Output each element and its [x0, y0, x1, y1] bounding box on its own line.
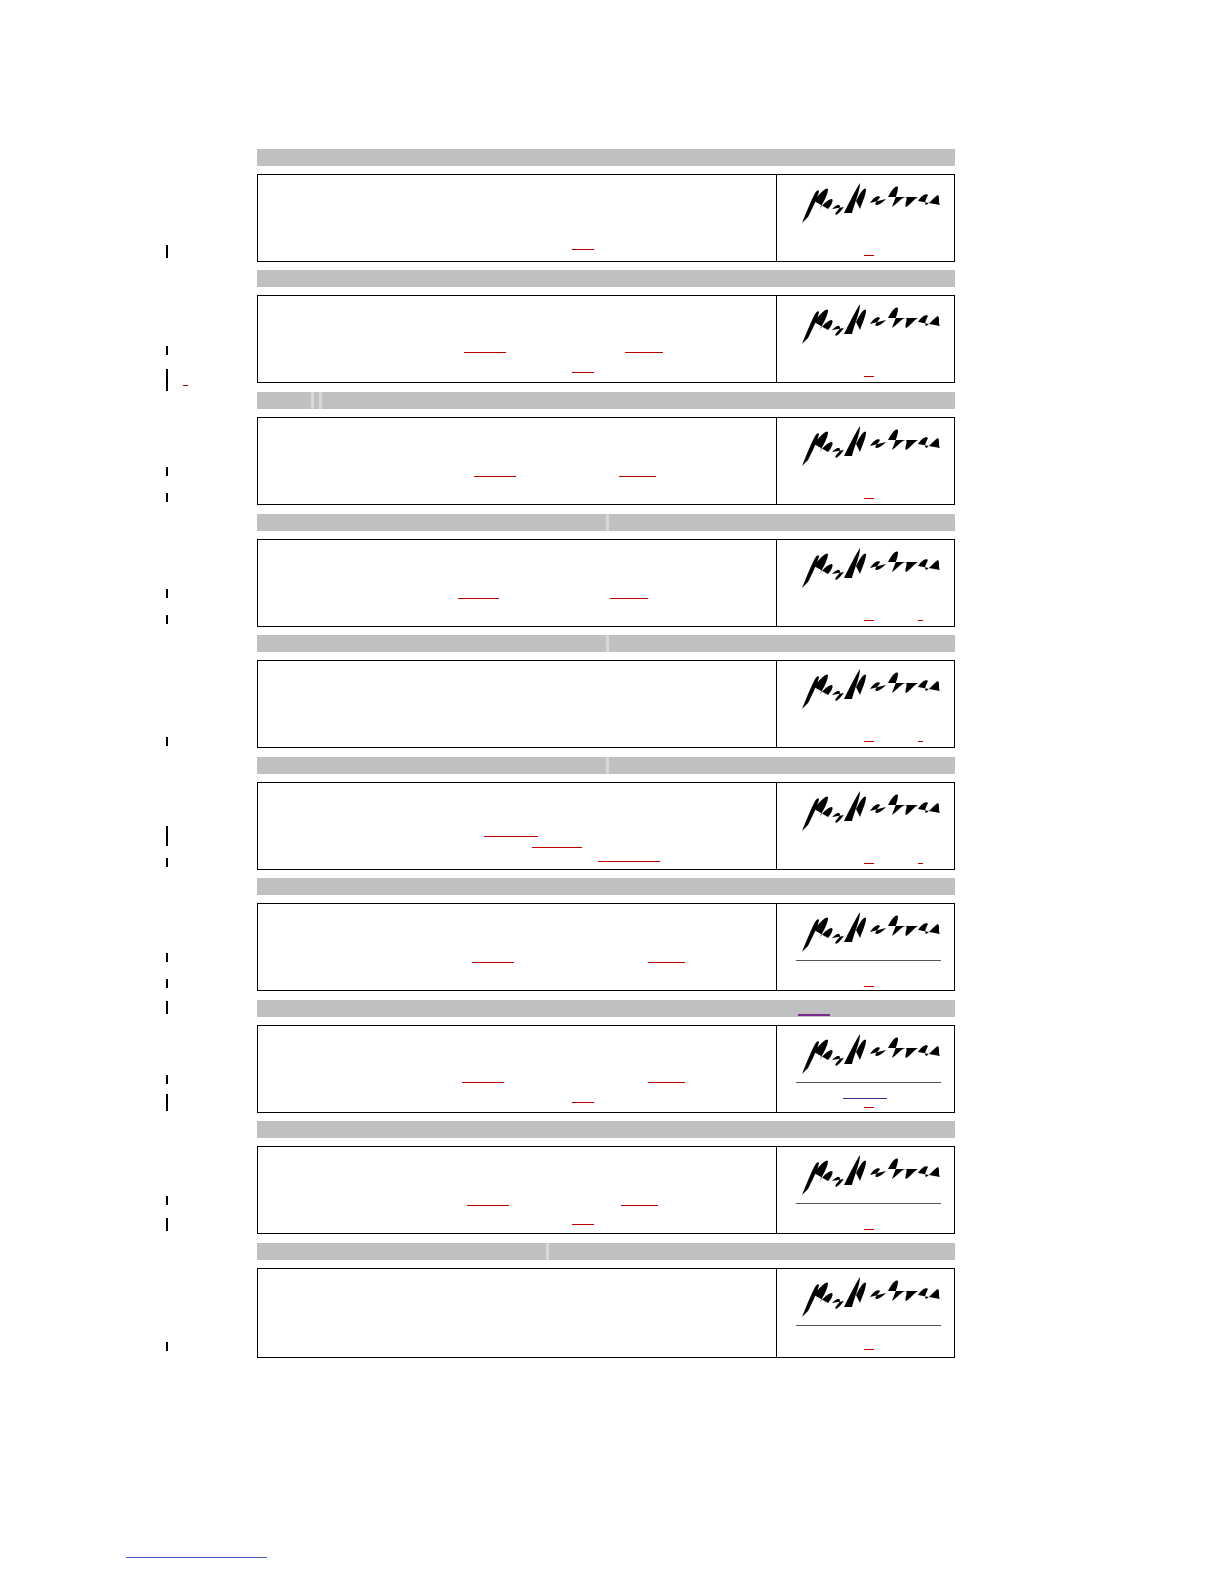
signature-icon	[794, 1273, 946, 1321]
section-card	[257, 1025, 955, 1113]
margin-mark	[166, 1094, 168, 1111]
margin-mark	[166, 245, 168, 258]
red-mark	[625, 352, 663, 353]
red-mark	[621, 1205, 658, 1206]
red-mark	[472, 962, 514, 963]
section-header-band	[257, 149, 955, 166]
red-mark	[864, 863, 874, 864]
signature-line	[796, 960, 941, 961]
section-card	[257, 782, 955, 870]
signature-icon	[794, 1030, 946, 1078]
margin-mark	[166, 1001, 168, 1014]
form-section-10	[257, 1243, 955, 1361]
red-mark	[572, 249, 594, 250]
red-mark	[598, 861, 660, 862]
margin-mark	[166, 953, 168, 962]
section-card	[257, 903, 955, 991]
band-notch	[546, 1243, 549, 1260]
signature-line	[796, 1203, 941, 1204]
section-header-band	[257, 392, 955, 409]
red-mark	[864, 376, 874, 377]
form-section-1	[257, 149, 955, 267]
form-section-8	[257, 1000, 955, 1118]
margin-mark	[166, 1342, 168, 1351]
signature-icon	[794, 544, 946, 592]
red-mark	[918, 863, 923, 864]
red-mark	[864, 741, 874, 742]
signature-icon	[794, 787, 946, 835]
column-divider	[776, 175, 777, 261]
section-header-band	[257, 1243, 955, 1260]
red-mark	[918, 620, 923, 621]
section-card	[257, 295, 955, 383]
column-divider	[776, 1026, 777, 1112]
form-section-6	[257, 757, 955, 875]
margin-mark	[166, 615, 168, 624]
section-header-band	[257, 878, 955, 895]
red-mark	[648, 1082, 685, 1083]
red-mark	[462, 1082, 504, 1083]
red-mark	[864, 498, 874, 499]
form-section-5	[257, 635, 955, 753]
margin-mark	[166, 979, 168, 988]
section-header-band	[257, 1000, 955, 1017]
band-notch	[606, 635, 609, 652]
band-notch	[606, 514, 609, 531]
red-mark	[864, 986, 874, 987]
section-card	[257, 1268, 955, 1358]
footnote-rule	[126, 1557, 267, 1558]
red-mark	[464, 352, 506, 353]
signature-line	[796, 1325, 941, 1326]
red-mark	[864, 1107, 874, 1108]
form-section-9	[257, 1121, 955, 1239]
column-divider	[776, 1269, 777, 1357]
margin-red-mark	[183, 385, 188, 386]
form-section-3	[257, 392, 955, 510]
red-mark	[484, 836, 538, 837]
red-mark	[648, 962, 685, 963]
band-notch	[311, 392, 314, 409]
red-mark	[864, 1349, 874, 1350]
red-mark	[458, 598, 499, 599]
margin-mark	[166, 467, 168, 476]
form-section-4	[257, 514, 955, 632]
section-card	[257, 174, 955, 262]
band-notch	[606, 757, 609, 774]
section-card	[257, 417, 955, 505]
margin-mark	[166, 737, 168, 746]
red-mark	[572, 1102, 594, 1103]
header-link-mark	[798, 1014, 830, 1016]
red-mark	[843, 1098, 887, 1099]
section-card	[257, 660, 955, 748]
margin-mark	[166, 589, 168, 598]
margin-mark	[166, 346, 168, 355]
red-mark	[467, 1205, 509, 1206]
margin-mark	[166, 858, 168, 867]
column-divider	[776, 1147, 777, 1233]
signature-icon	[794, 665, 946, 713]
section-card	[257, 539, 955, 627]
column-divider	[776, 904, 777, 990]
column-divider	[776, 418, 777, 504]
section-card	[257, 1146, 955, 1234]
red-mark	[572, 1224, 594, 1225]
signature-icon	[794, 422, 946, 470]
form-section-7	[257, 878, 955, 996]
margin-mark	[166, 369, 168, 391]
margin-mark	[166, 826, 168, 846]
column-divider	[776, 661, 777, 747]
signature-icon	[794, 908, 946, 956]
column-divider	[776, 783, 777, 869]
signature-icon	[794, 1151, 946, 1199]
margin-mark	[166, 1075, 168, 1084]
red-mark	[918, 741, 923, 742]
column-divider	[776, 540, 777, 626]
signature-line	[796, 1082, 941, 1083]
red-mark	[864, 255, 874, 256]
red-mark	[619, 476, 656, 477]
margin-mark	[166, 1218, 168, 1231]
column-divider	[776, 296, 777, 382]
red-mark	[572, 372, 594, 373]
signature-icon	[794, 300, 946, 348]
band-notch	[319, 392, 322, 409]
red-mark	[610, 598, 648, 599]
signature-icon	[794, 179, 946, 227]
red-mark	[864, 1229, 874, 1230]
section-header-band	[257, 1121, 955, 1138]
red-mark	[864, 620, 874, 621]
margin-mark	[166, 1196, 168, 1205]
section-header-band	[257, 270, 955, 287]
form-section-2	[257, 270, 955, 388]
red-mark	[474, 476, 516, 477]
red-mark	[532, 847, 582, 848]
margin-mark	[166, 493, 168, 502]
